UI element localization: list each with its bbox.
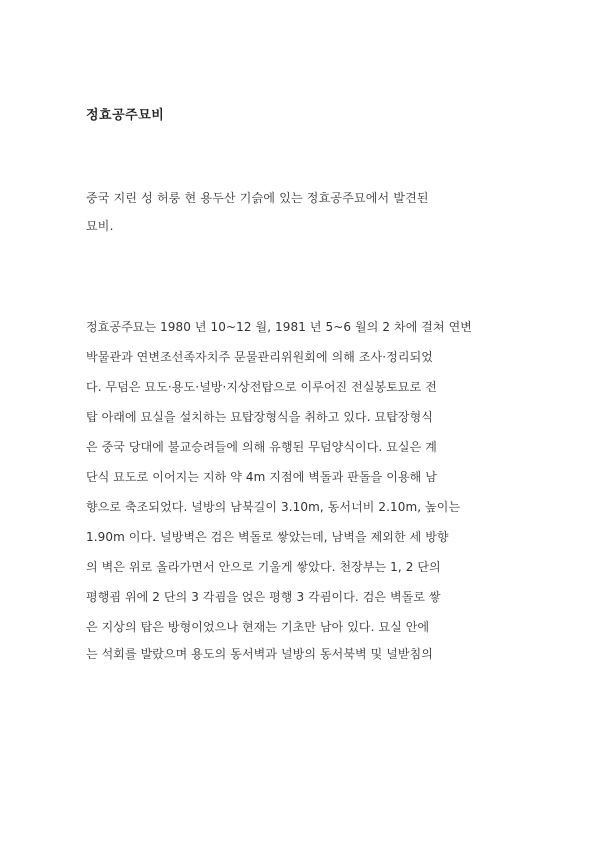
body-line: 는 석회를 발랐으며 용도의 동서벽과 널방의 동서북벽 및 널받침의: [86, 647, 434, 661]
body-line: 향으로 축조되었다. 널방의 남북길이 3.10m, 동서너비 2.10m, 높이는: [86, 500, 461, 514]
body-line: 평행굄 위에 2 단의 3 각굄을 얹은 평행 3 각굄이다. 검은 벽돌로 쌓: [86, 590, 441, 604]
body-line: 다. 무덤은 묘도·용도·널방·지상전탑으로 이루어진 전실봉토묘로 전: [86, 380, 437, 394]
summary-paragraph: [86, 184, 516, 240]
body-line: 단식 묘도로 이어지는 지하 약 4m 지점에 벽돌과 판돌을 이용해 남: [86, 470, 437, 484]
body-paragraph: [86, 312, 516, 666]
body-line: 의 벽은 위로 올라가면서 안으로 기울게 쌓았다. 천장부는 1, 2 단의: [86, 560, 441, 574]
body-line: 정효공주묘는 1980 년 10~12 월, 1981 년 5~6 월의 2 차에 걸쳐 연변: [86, 320, 472, 334]
body-line: 1.90m 이다. 널방벽은 검은 벽돌로 쌓았는데, 남벽을 제외한 세 방향: [86, 530, 449, 544]
body-line: 은 지상의 탑은 방형이었으나 현재는 기초만 남아 있다. 묘실 안에: [86, 620, 430, 634]
summary-line: 묘비.: [86, 219, 114, 233]
page-title: 정효공주묘비: [86, 108, 165, 123]
body-line: 은 중국 당대에 불교승려들에 의해 유행된 무덤양식이다. 묘실은 계: [86, 440, 437, 454]
body-line: 박물관과 연변조선족자치주 문물관리위원회에 의해 조사·정리되었: [86, 350, 433, 364]
body-line: 탑 아래에 묘실을 설치하는 묘탑장형식을 취하고 있다. 묘탑장형식: [86, 410, 434, 424]
summary-line: 중국 지린 성 허룽 현 용두산 기슭에 있는 정효공주묘에서 발견된: [86, 191, 429, 205]
